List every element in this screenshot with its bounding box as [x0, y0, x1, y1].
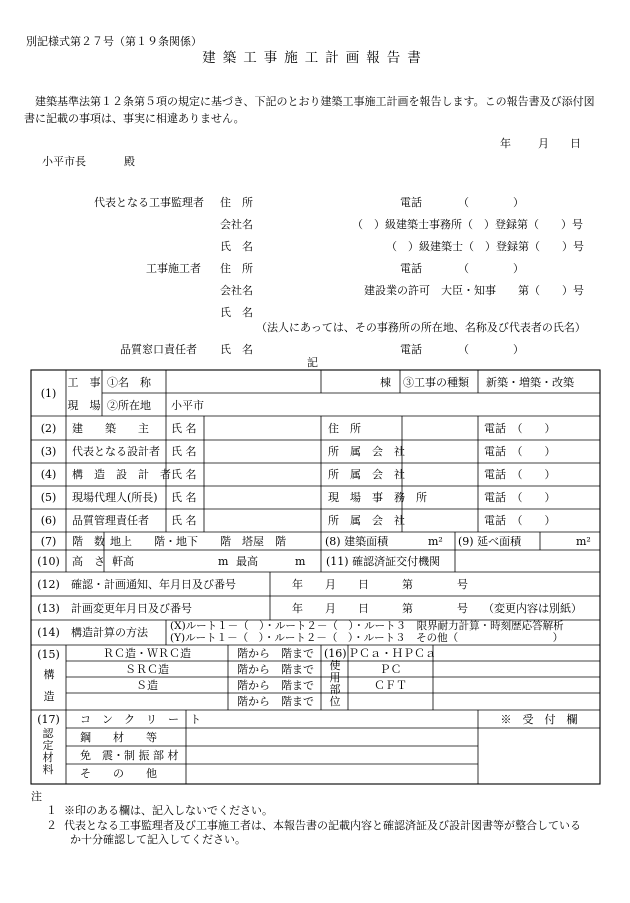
row14-number: (14)	[37, 626, 60, 639]
supervisor-company-label: 会社名	[220, 218, 253, 231]
max-height-unit: m	[295, 555, 306, 568]
row1-label-koji: 工 事	[67, 376, 101, 389]
work-type-value: 新築・増築・改築	[486, 376, 574, 389]
corporation-note: （法人にあっては、その事務所の所在地、名称及び代表者の氏名）	[256, 321, 586, 334]
builder-phone-paren: （ ）	[458, 262, 524, 275]
row3-right-label: 所 属 会 社	[328, 445, 405, 458]
quality-phone-label: 電話	[400, 343, 422, 356]
receipt-column-label: ※ 受 付 欄	[500, 713, 578, 726]
building-area-unit: m²	[428, 535, 443, 548]
row2-name-label: 氏 名	[171, 422, 197, 435]
plan-change-note: （変更内容は別紙）	[483, 602, 582, 615]
height-label: 高 さ	[72, 555, 105, 568]
quality-name-label: 氏 名	[220, 343, 253, 356]
max-height-label: 最高	[236, 555, 258, 568]
project-name-label: ①名 称	[107, 376, 151, 389]
row2-phone: 電話 （ ）	[484, 422, 556, 435]
architect-office-registration: （ ）級建築士事務所（ ）登録第（ ）号	[352, 218, 583, 231]
floors-value: 地上 階・地下 階 塔屋 階	[110, 535, 286, 548]
note2-number: ２	[46, 819, 57, 832]
row13-number: (13)	[37, 602, 60, 615]
supervisor-phone-paren: （ ）	[458, 196, 524, 209]
notes-heading: 注	[31, 790, 42, 803]
architect-registration: （ ）級建築士（ ）登録第（ ）号	[386, 240, 584, 253]
certified-material-label: 認定材料	[42, 727, 54, 776]
supervisor-name-label: 氏 名	[220, 240, 253, 253]
supervisor-address-label: 住 所	[220, 196, 253, 209]
builder-name-label: 氏 名	[220, 306, 253, 319]
work-type-label: ③工事の種類	[403, 376, 469, 389]
row5-label: 現場代理人(所長)	[72, 491, 158, 504]
usage-part-2: ＰＣ	[379, 663, 402, 676]
builder-address-label: 住 所	[220, 262, 253, 275]
row1-label-genba: 現 場	[67, 399, 101, 412]
row2-label: 建 築 主	[72, 422, 149, 435]
building-count-label: 棟	[380, 376, 391, 389]
floors-label: 階 数	[72, 535, 105, 548]
structure-floors-1: 階から 階まで	[237, 647, 314, 660]
row5-phone: 電話 （ ）	[484, 491, 556, 504]
material-concrete: コ ン ク リ ー ト	[80, 713, 201, 726]
addressee-city: 小平市長	[42, 155, 86, 168]
structure-floors-2: 階から 階まで	[237, 663, 314, 676]
usage-part-label: 使用部位	[329, 659, 341, 708]
row2-right-label: 住 所	[328, 422, 361, 435]
plan-change-label: 計画変更年月日及び番号	[71, 602, 192, 615]
date-year: 年	[500, 137, 511, 150]
total-floor-area-unit: m²	[576, 535, 591, 548]
row1-number: (1)	[40, 387, 57, 400]
note1-text: ※印のある欄は、記入しないでください。	[64, 804, 273, 817]
row6-phone: 電話 （ ）	[484, 514, 556, 527]
row15-number: (15)	[37, 648, 60, 661]
structural-calc-y: (Y)ルート１－（ ）・ルート２－（ ）・ルート３ その他（ ）	[170, 632, 564, 644]
quality-phone-paren: （ ）	[458, 343, 524, 356]
material-isolation: 免 震・制 振 部 材	[80, 749, 179, 762]
note2-text-line2: か十分確認して記入してください。	[70, 833, 246, 846]
building-area-label: (8) 建築面積	[325, 535, 389, 548]
structural-calc-x: (X)ルート１－（ ）・ルート２－（ ）・ルート３ 限界耐力計算・時刻歴応答解析	[170, 620, 564, 632]
builder-phone-label: 電話	[400, 262, 422, 275]
intro-paragraph: 建築基準法第１２条第５項の規定に基づき、下記のとおり建築工事施工計画を報告します。この報告書及び添付図書に記載の事項は、事実に相違ありません。	[24, 95, 595, 125]
structure-floors-3: 階から 階まで	[237, 679, 314, 692]
supervisor-phone-label: 電話	[400, 196, 422, 209]
row12-number: (12)	[37, 578, 60, 591]
usage-part-1: ＰＣａ・ＨＰＣａ	[348, 647, 436, 660]
document-title: 建築工事施工計画報告書	[202, 50, 428, 66]
structural-calc-label: 構造計算の方法	[71, 626, 148, 639]
note2-text-line1: 代表となる工事監理者及び工事施工者は、本報告書の記載内容と確認済証及び設計図書等が整合している	[64, 819, 581, 832]
confirmation-date-number: 年 月 日 第 号	[292, 578, 468, 591]
row6-label: 品質管理責任者	[72, 514, 149, 527]
row5-name-label: 氏 名	[171, 491, 197, 504]
row3-label: 代表となる設計者	[72, 445, 160, 458]
site-location-value: 小平市	[171, 399, 204, 412]
row5-right-label: 現 場 事 務 所	[328, 491, 427, 504]
row3-number: (3)	[40, 445, 57, 458]
builder-label: 工事施工者	[146, 262, 201, 275]
structure-label: 構造	[43, 668, 55, 703]
structure-type-2: ＳＲＣ造	[125, 663, 169, 676]
site-location-label: ②所在地	[107, 399, 151, 412]
row16-number: (16)	[324, 647, 347, 660]
construction-license: 建設業の許可 大臣・知事 第（ ）号	[364, 284, 584, 297]
row4-label: 構 造 設 計 者	[72, 468, 171, 481]
ki-marker: 記	[307, 356, 318, 369]
row4-name-label: 氏 名	[171, 468, 197, 481]
structure-floors-4: 階から 階まで	[237, 695, 314, 708]
form-number-label: 別記様式第２７号（第１９条関係）	[26, 35, 202, 48]
row4-number: (4)	[40, 468, 57, 481]
row6-number: (6)	[40, 514, 57, 527]
row3-phone: 電話 （ ）	[484, 445, 556, 458]
date-day: 日	[570, 137, 581, 150]
eave-height-label: 軒高	[112, 555, 134, 568]
builder-company-label: 会社名	[220, 284, 253, 297]
row4-right-label: 所 属 会 社	[328, 468, 405, 481]
row10-number: (10)	[37, 555, 60, 568]
material-other: そ の 他	[80, 767, 157, 780]
row4-phone: 電話 （ ）	[484, 468, 556, 481]
addressee-honorific: 殿	[124, 155, 135, 168]
row5-number: (5)	[40, 491, 57, 504]
plan-change-date-number: 年 月 日 第 号	[292, 602, 468, 615]
total-floor-area-label: (9) 延べ面積	[458, 535, 522, 548]
quality-contact-label: 品質窓口責任者	[120, 343, 197, 356]
row3-name-label: 氏 名	[171, 445, 197, 458]
note1-number: １	[46, 804, 57, 817]
row6-right-label: 所 属 会 社	[328, 514, 405, 527]
certificate-agency-label: (11) 確認済証交付機関	[326, 555, 441, 568]
eave-height-unit: m	[218, 555, 229, 568]
confirmation-label: 確認・計画通知、年月日及び番号	[71, 578, 236, 591]
supervisor-label: 代表となる工事監理者	[94, 196, 204, 209]
row2-number: (2)	[40, 422, 57, 435]
row6-name-label: 氏 名	[171, 514, 197, 527]
structure-type-1: ＲＣ造・ＷＲＣ造	[103, 647, 191, 660]
date-month: 月	[538, 137, 549, 150]
structure-type-3: Ｓ造	[136, 679, 158, 692]
material-steel: 鋼 材 等	[80, 731, 157, 744]
row7-number: (7)	[40, 535, 57, 548]
usage-part-3: ＣＦＴ	[374, 679, 407, 692]
row17-number: (17)	[37, 713, 60, 726]
